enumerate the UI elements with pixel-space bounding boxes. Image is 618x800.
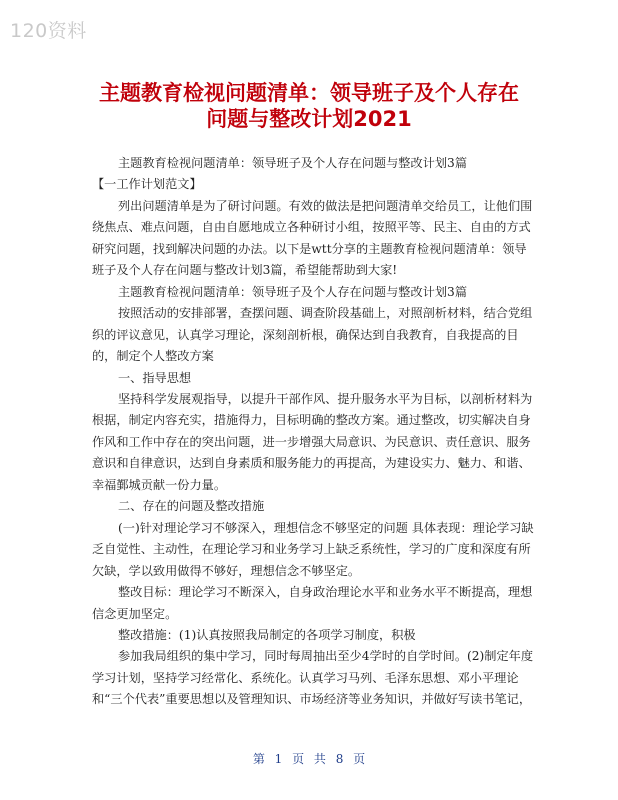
paragraph: 坚持科学发展观指导，以提升干部作风、提升服务水平为目标，以剖析材料为根据，制定内容充实，措施得力，目标明确的整改方案。通过整改，切实解决自身作风和工作中存在的突出问题，进一步增强大局意识、为民意识、责任意识、服务意识和自律意识，达到自身素质和服务能力的再提高，为建设实力、魅力、和谐、幸福鄞城贡献一份力量。 — [92, 391, 533, 492]
subtitle-paragraph: 主题教育检视问题清单：领导班子及个人存在问题与整改计划3篇 — [118, 156, 468, 170]
paragraph-measures-lead: 整改措施：(1)认真按照我局制定的各项学习制度，积极 — [118, 627, 416, 642]
paragraph: 参加我局组织的集中学习，同时每周抽出至少4学时的自学时间。(2)制定年度学习计划，坚持学习经常化、系统化。认真学习马列、毛泽东思想、邓小平理论和“三个代表”重要思想以及管理知识、市场经济等业务知识，并做好写读书笔记， — [92, 649, 534, 707]
repeat-heading: 主题教育检视问题清单：领导班子及个人存在问题与整改计划3篇 — [118, 284, 468, 299]
watermark-logo: 120资料 — [10, 20, 87, 42]
paragraph-goal: 整改目标：理论学习不断深入，自身政治理论水平和业务水平不断提高，理想信念更加坚定。 — [92, 585, 533, 621]
intro-paragraph: 列出问题清单是为了研讨问题。有效的做法是把问题清单交给员工，让他们围绕焦点、难点问题，自由自愿地成立各种研讨小组，按照平等、民主、自由的方式研究问题，找到解决问题的办法。以下是wtt分享的主题教育检视问题清单：领导班子及个人存在问题与整改计划3篇，希望能帮助到大家! — [92, 198, 533, 278]
title-line-2: 问题与整改计划2021 — [206, 107, 412, 131]
heading-guiding-thought: 一、指导思想 — [118, 370, 192, 385]
section-tag: 【一工作计划范文】 — [92, 177, 202, 192]
page-footer: 第 1 页 共 8 页 — [252, 752, 366, 766]
document-body — [92, 153, 536, 711]
title-line-1: 主题教育检视问题清单：领导班子及个人存在 — [99, 81, 519, 105]
heading-problems-and-measures: 二、存在的问题及整改措施 — [118, 499, 265, 514]
paragraph: 按照活动的安排部署，查摆问题、调查阶段基础上，对照剖析材料，结合党组织的评议意见，认真学习理论，深刻剖析根，确保达到自我教育，自我提高的目的，制定个人整改方案 — [92, 306, 533, 364]
paragraph: (一)针对理论学习不够深入，理想信念不够坚定的问题 具体表现：理论学习缺乏自觉性、主动性，在理论学习和业务学习上缺乏系统性，学习的广度和深度有所欠缺，学以致用做得不够好，理想信念不够坚定。 — [92, 520, 534, 578]
document-title — [60, 80, 558, 132]
